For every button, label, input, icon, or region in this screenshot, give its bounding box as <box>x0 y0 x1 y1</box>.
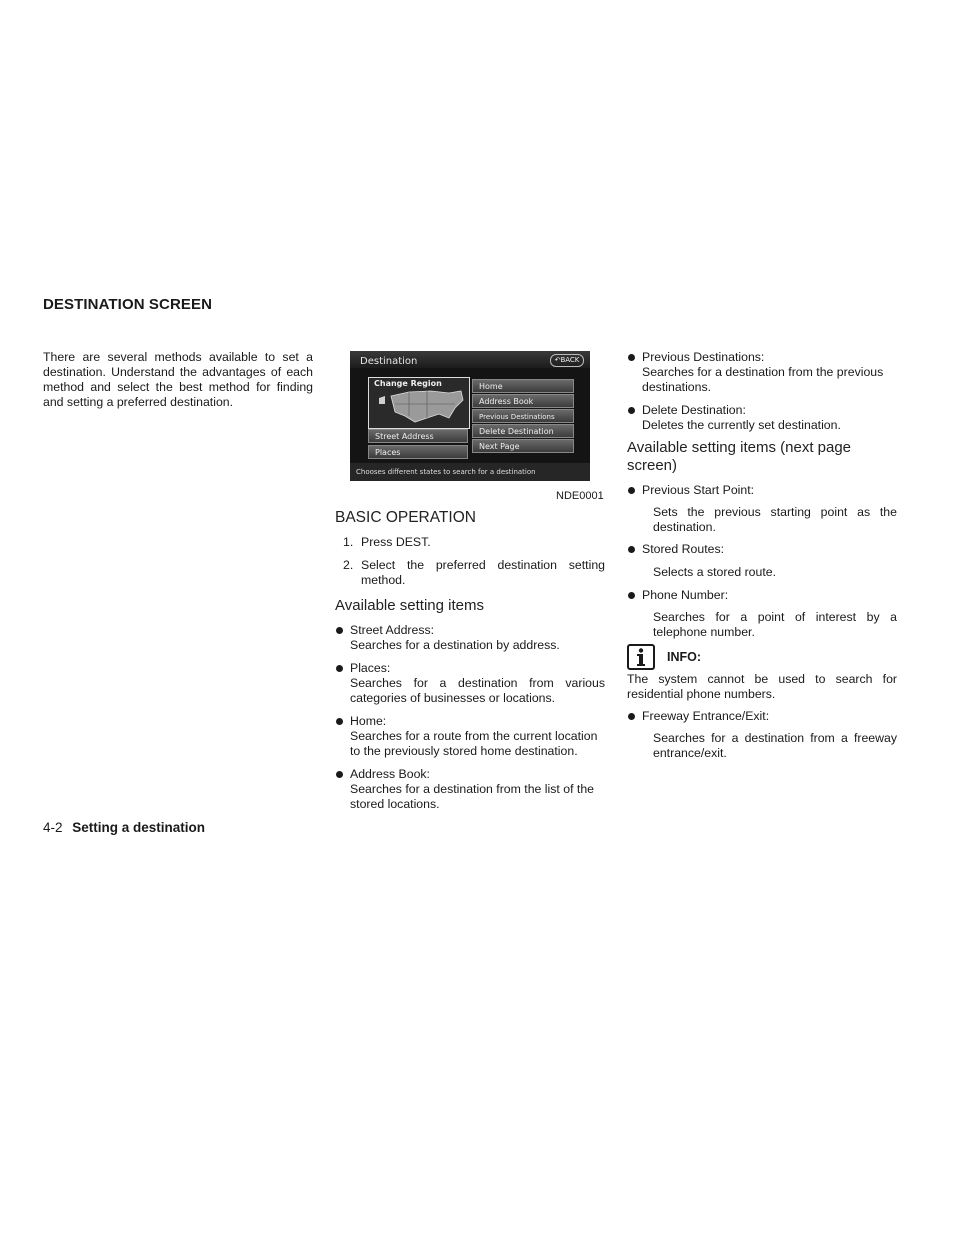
delete-destination-button[interactable]: Delete Destination <box>472 424 574 438</box>
list-item <box>335 623 605 653</box>
page-number: 4-2 <box>43 820 63 835</box>
step-text: Select the preferred destination setting method. <box>361 558 605 587</box>
item-desc: Searches for a destination from a freeway entrance/exit. <box>653 731 897 760</box>
list-item <box>627 403 897 433</box>
item-desc: Searches for a route from the current location to the previously stored home destination. <box>350 729 598 758</box>
available-items-heading: Available setting items <box>335 597 484 614</box>
list-item <box>335 714 605 759</box>
page-footer <box>43 820 205 835</box>
step-number: 1. <box>343 535 354 549</box>
item-desc: Searches for a destination from the list of the stored locations. <box>350 782 595 811</box>
change-region-button[interactable]: Change Region <box>374 379 442 388</box>
destination-screen-figure <box>350 351 590 481</box>
list-item <box>335 661 605 706</box>
list-item <box>627 483 897 498</box>
step-item <box>335 535 605 550</box>
item-label: Home: <box>350 714 387 728</box>
basic-operation-heading: BASIC OPERATION <box>335 509 476 526</box>
next-page-heading: Available setting items (next page screen) <box>627 439 852 474</box>
back-button[interactable] <box>550 354 584 367</box>
home-button[interactable]: Home <box>472 379 574 393</box>
chapter-title: Setting a destination <box>72 820 206 835</box>
item-label: Places: <box>350 661 391 675</box>
item-desc: Searches for a destination from various categories of businesses or locations. <box>350 676 605 705</box>
info-text: The system cannot be used to search for residential phone numbers. <box>627 672 897 701</box>
intro-paragraph: There are several methods available to set a destination. Understand the advantages of each method and select the best method for finding and setting a preferred destination. <box>43 350 313 409</box>
figure-code: NDE0001 <box>556 490 604 502</box>
step-item <box>335 558 605 588</box>
street-address-button[interactable]: Street Address <box>368 429 468 443</box>
item-label: Delete Destination: <box>642 403 746 417</box>
item-label: Previous Start Point: <box>642 483 755 497</box>
places-button[interactable]: Places <box>368 445 468 459</box>
back-arrow-icon: ↶ <box>554 356 561 364</box>
step-text: Press DEST. <box>361 535 431 549</box>
list-item <box>627 350 897 395</box>
step-number: 2. <box>343 558 354 572</box>
item-desc: Sets the previous starting point as the destination. <box>653 505 897 534</box>
next-page-button[interactable]: Next Page <box>472 439 574 453</box>
info-label: INFO: <box>667 650 702 664</box>
item-label: Stored Routes: <box>642 542 725 556</box>
item-label: Address Book: <box>350 767 430 781</box>
screen-title: Destination <box>360 356 418 367</box>
list-item <box>627 588 897 603</box>
address-book-button[interactable]: Address Book <box>472 394 574 408</box>
item-label: Freeway Entrance/Exit: <box>642 709 770 723</box>
item-desc: Selects a stored route. <box>653 565 777 579</box>
list-item <box>627 709 897 724</box>
item-desc: Deletes the currently set destination. <box>642 418 841 432</box>
screen-status-bar: Chooses different states to search for a destination <box>350 463 590 481</box>
item-label: Phone Number: <box>642 588 729 602</box>
item-desc: Searches for a destination by address. <box>350 638 560 652</box>
item-label: Street Address: <box>350 623 435 637</box>
item-label: Previous Destinations: <box>642 350 765 364</box>
item-desc: Searches for a destination from the previous destinations. <box>642 365 884 394</box>
section-title: DESTINATION SCREEN <box>43 296 213 313</box>
back-label: BACK <box>560 356 580 364</box>
list-item <box>335 767 605 812</box>
item-desc: Searches for a point of interest by a telephone number. <box>653 610 897 639</box>
previous-destinations-button[interactable]: Previous Destinations <box>472 409 574 423</box>
info-icon <box>627 644 655 670</box>
list-item <box>627 542 897 557</box>
